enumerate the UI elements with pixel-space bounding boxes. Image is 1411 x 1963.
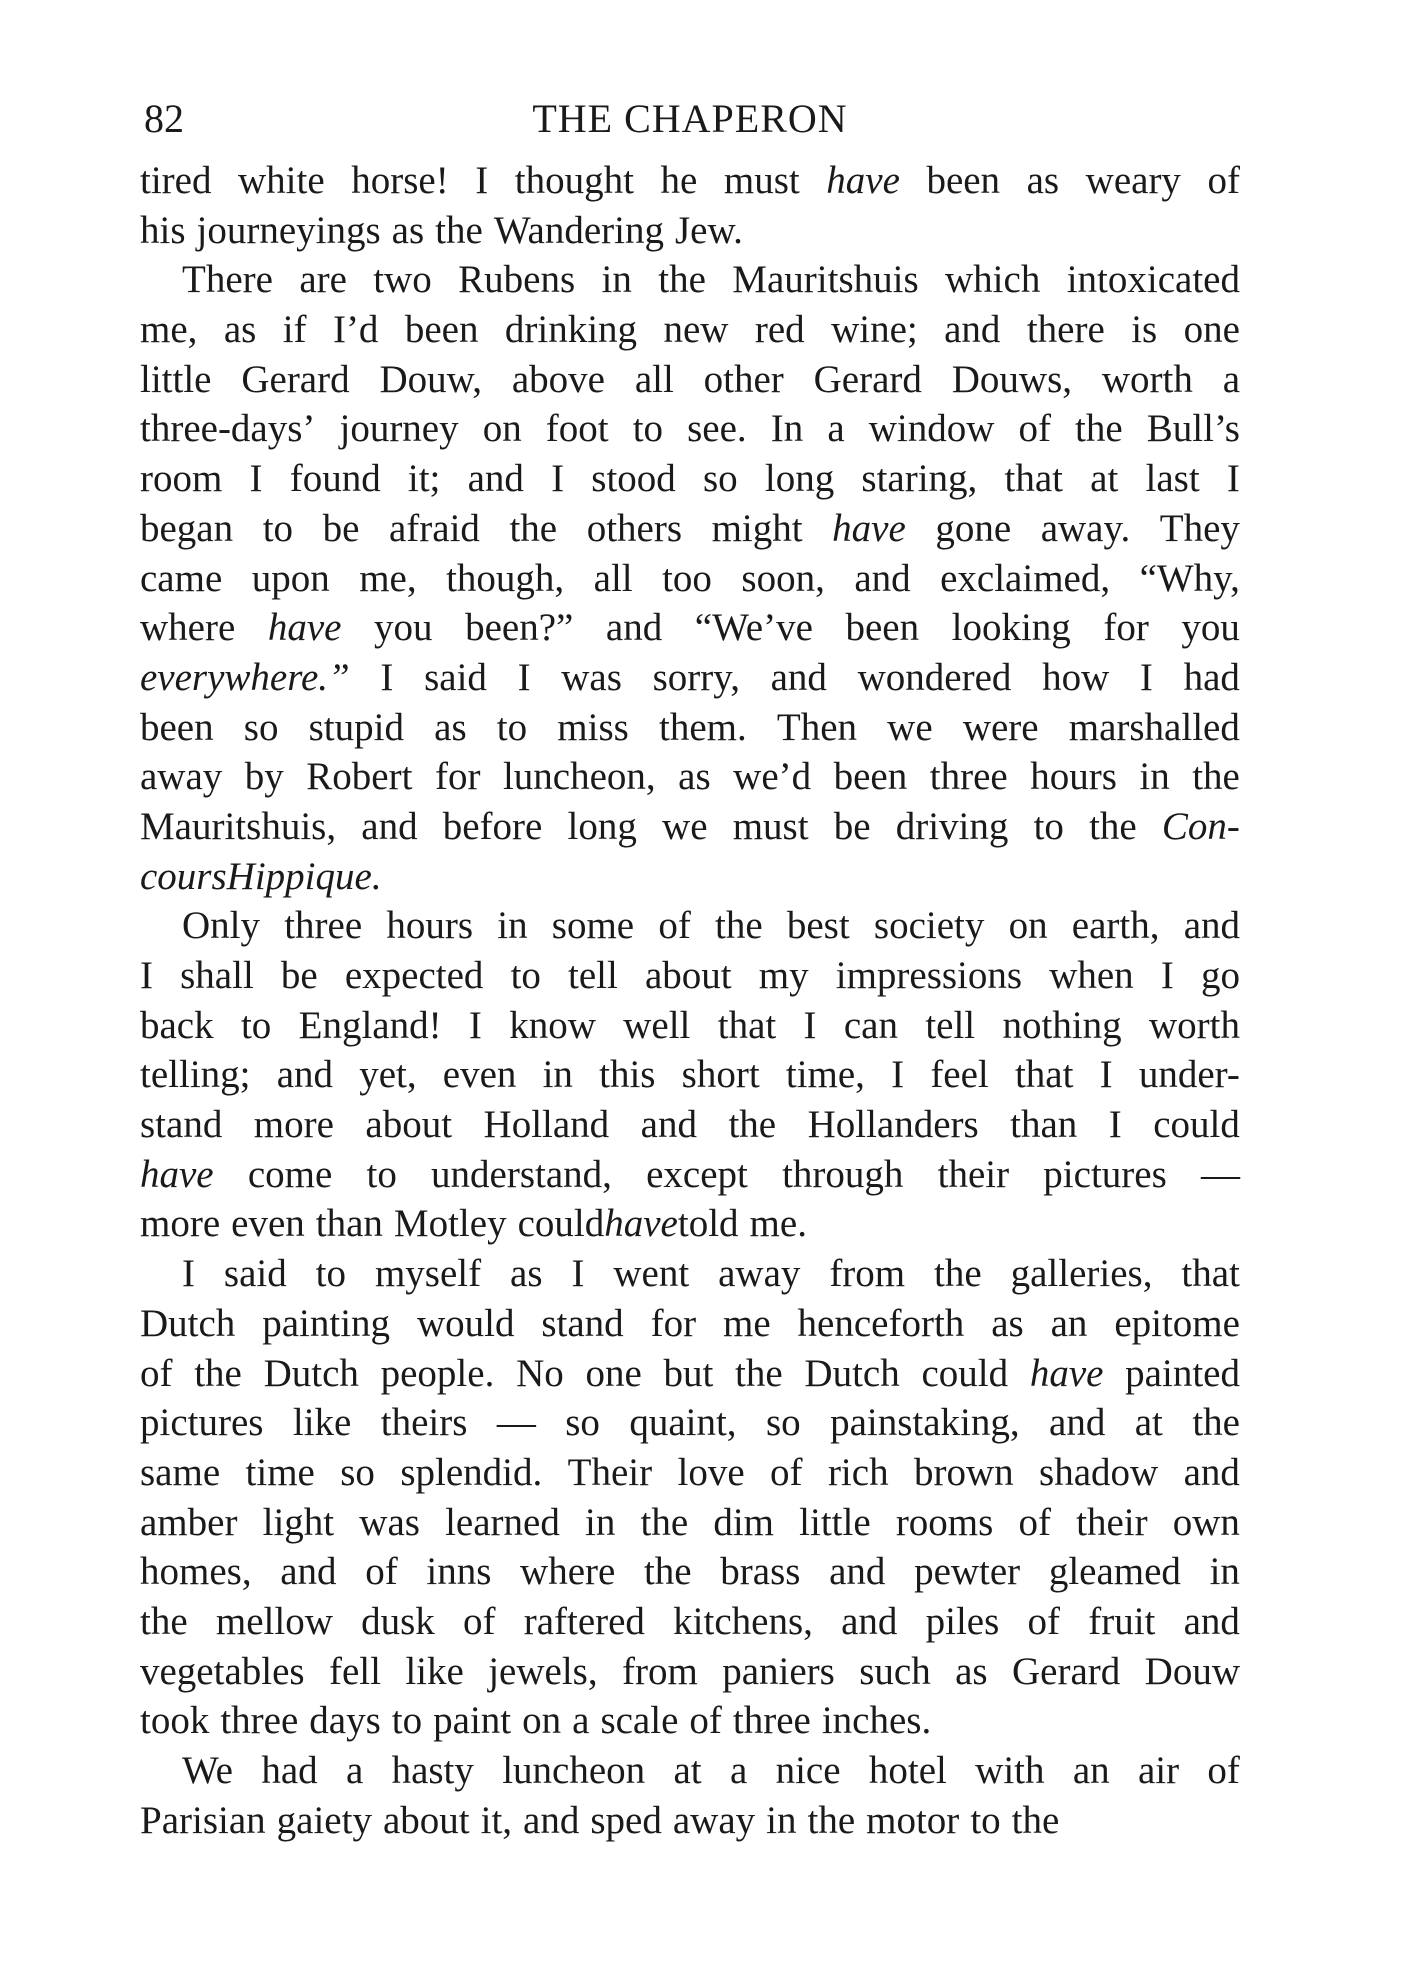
text-line: Parisian gaiety about it, and sped away in the motor to the [140, 1798, 1060, 1842]
text-line: have come to understand, except through their pictures — [140, 1152, 1240, 1196]
text-line: little Gerard Douw, above all other Gerard Douws, worth a [140, 357, 1240, 401]
text-line: I said to myself as I went away from the galleries, that [182, 1252, 1240, 1296]
text-line: room I found it; and I stood so long staring, that at last I [140, 457, 1240, 501]
text-line: of the Dutch people. No one but the Dutch could have painted [140, 1351, 1240, 1395]
text-line: I shall be expected to tell about my impressions when I go [140, 954, 1240, 997]
text-line: Mauritshuis, and before long we must be driving to the Con- [140, 804, 1240, 848]
page-body [140, 156, 1240, 1845]
paragraph [140, 1746, 1240, 1845]
text-line: same time so splendid. Their love of rich brown shadow and [140, 1450, 1240, 1494]
text-line: three-days’ journey on foot to see. In a window of the Bull’s [140, 407, 1240, 451]
text-line: came upon me, though, all too soon, and exclaimed, “Why, [140, 556, 1240, 600]
text-line: everywhere.” I said I was sorry, and wondered how I had [140, 655, 1240, 699]
text-line: began to be afraid the others might have gone away. They [140, 506, 1240, 550]
text-line: pictures like theirs — so quaint, so painstaking, and at the [140, 1401, 1240, 1445]
text-line: the mellow dusk of raftered kitchens, and piles of fruit and [140, 1599, 1240, 1643]
paragraph [140, 255, 1240, 901]
text-line: his journeyings as the Wandering Jew. [140, 208, 743, 252]
text-line: away by Robert for luncheon, as we’d been three hours in the [140, 755, 1240, 799]
text-line: telling; and yet, even in this short time, I feel that I under- [140, 1053, 1240, 1097]
text-line: took three days to paint on a scale of three inches. [140, 1699, 932, 1743]
page-number: 82 [144, 96, 184, 141]
text-line: homes, and of inns where the brass and pewter gleamed in [140, 1550, 1240, 1594]
paragraph [140, 156, 1240, 255]
text-line: cours Hippique. [140, 854, 382, 898]
running-title: THE CHAPERON [532, 96, 848, 141]
text-line: stand more about Holland and the Hollanders than I could [140, 1103, 1240, 1147]
paragraph [140, 901, 1240, 1249]
text-line: Dutch painting would stand for me henceforth as an epitome [140, 1301, 1240, 1345]
text-line: back to England! I know well that I can tell nothing worth [140, 1003, 1240, 1047]
text-line: where have you been?” and “We’ve been looking for you [140, 606, 1240, 650]
text-line: me, as if I’d been drinking new red wine; and there is one [140, 308, 1240, 352]
text-line: We had a hasty luncheon at a nice hotel with an air of [182, 1749, 1240, 1792]
page-header [140, 94, 1240, 144]
text-line: Only three hours in some of the best society on earth, and [182, 904, 1240, 948]
text-line: amber light was learned in the dim little rooms of their own [140, 1500, 1240, 1544]
text-line: vegetables fell like jewels, from paniers such as Gerard Douw [140, 1649, 1240, 1693]
text-line: There are two Rubens in the Mauritshuis which intoxicated [182, 258, 1240, 302]
text-line: more even than Motley could have told me. [140, 1202, 807, 1246]
text-line: tired white horse! I thought he must have been as weary of [140, 159, 1240, 202]
text-line: been so stupid as to miss them. Then we were marshalled [140, 705, 1240, 749]
paragraph [140, 1249, 1240, 1746]
